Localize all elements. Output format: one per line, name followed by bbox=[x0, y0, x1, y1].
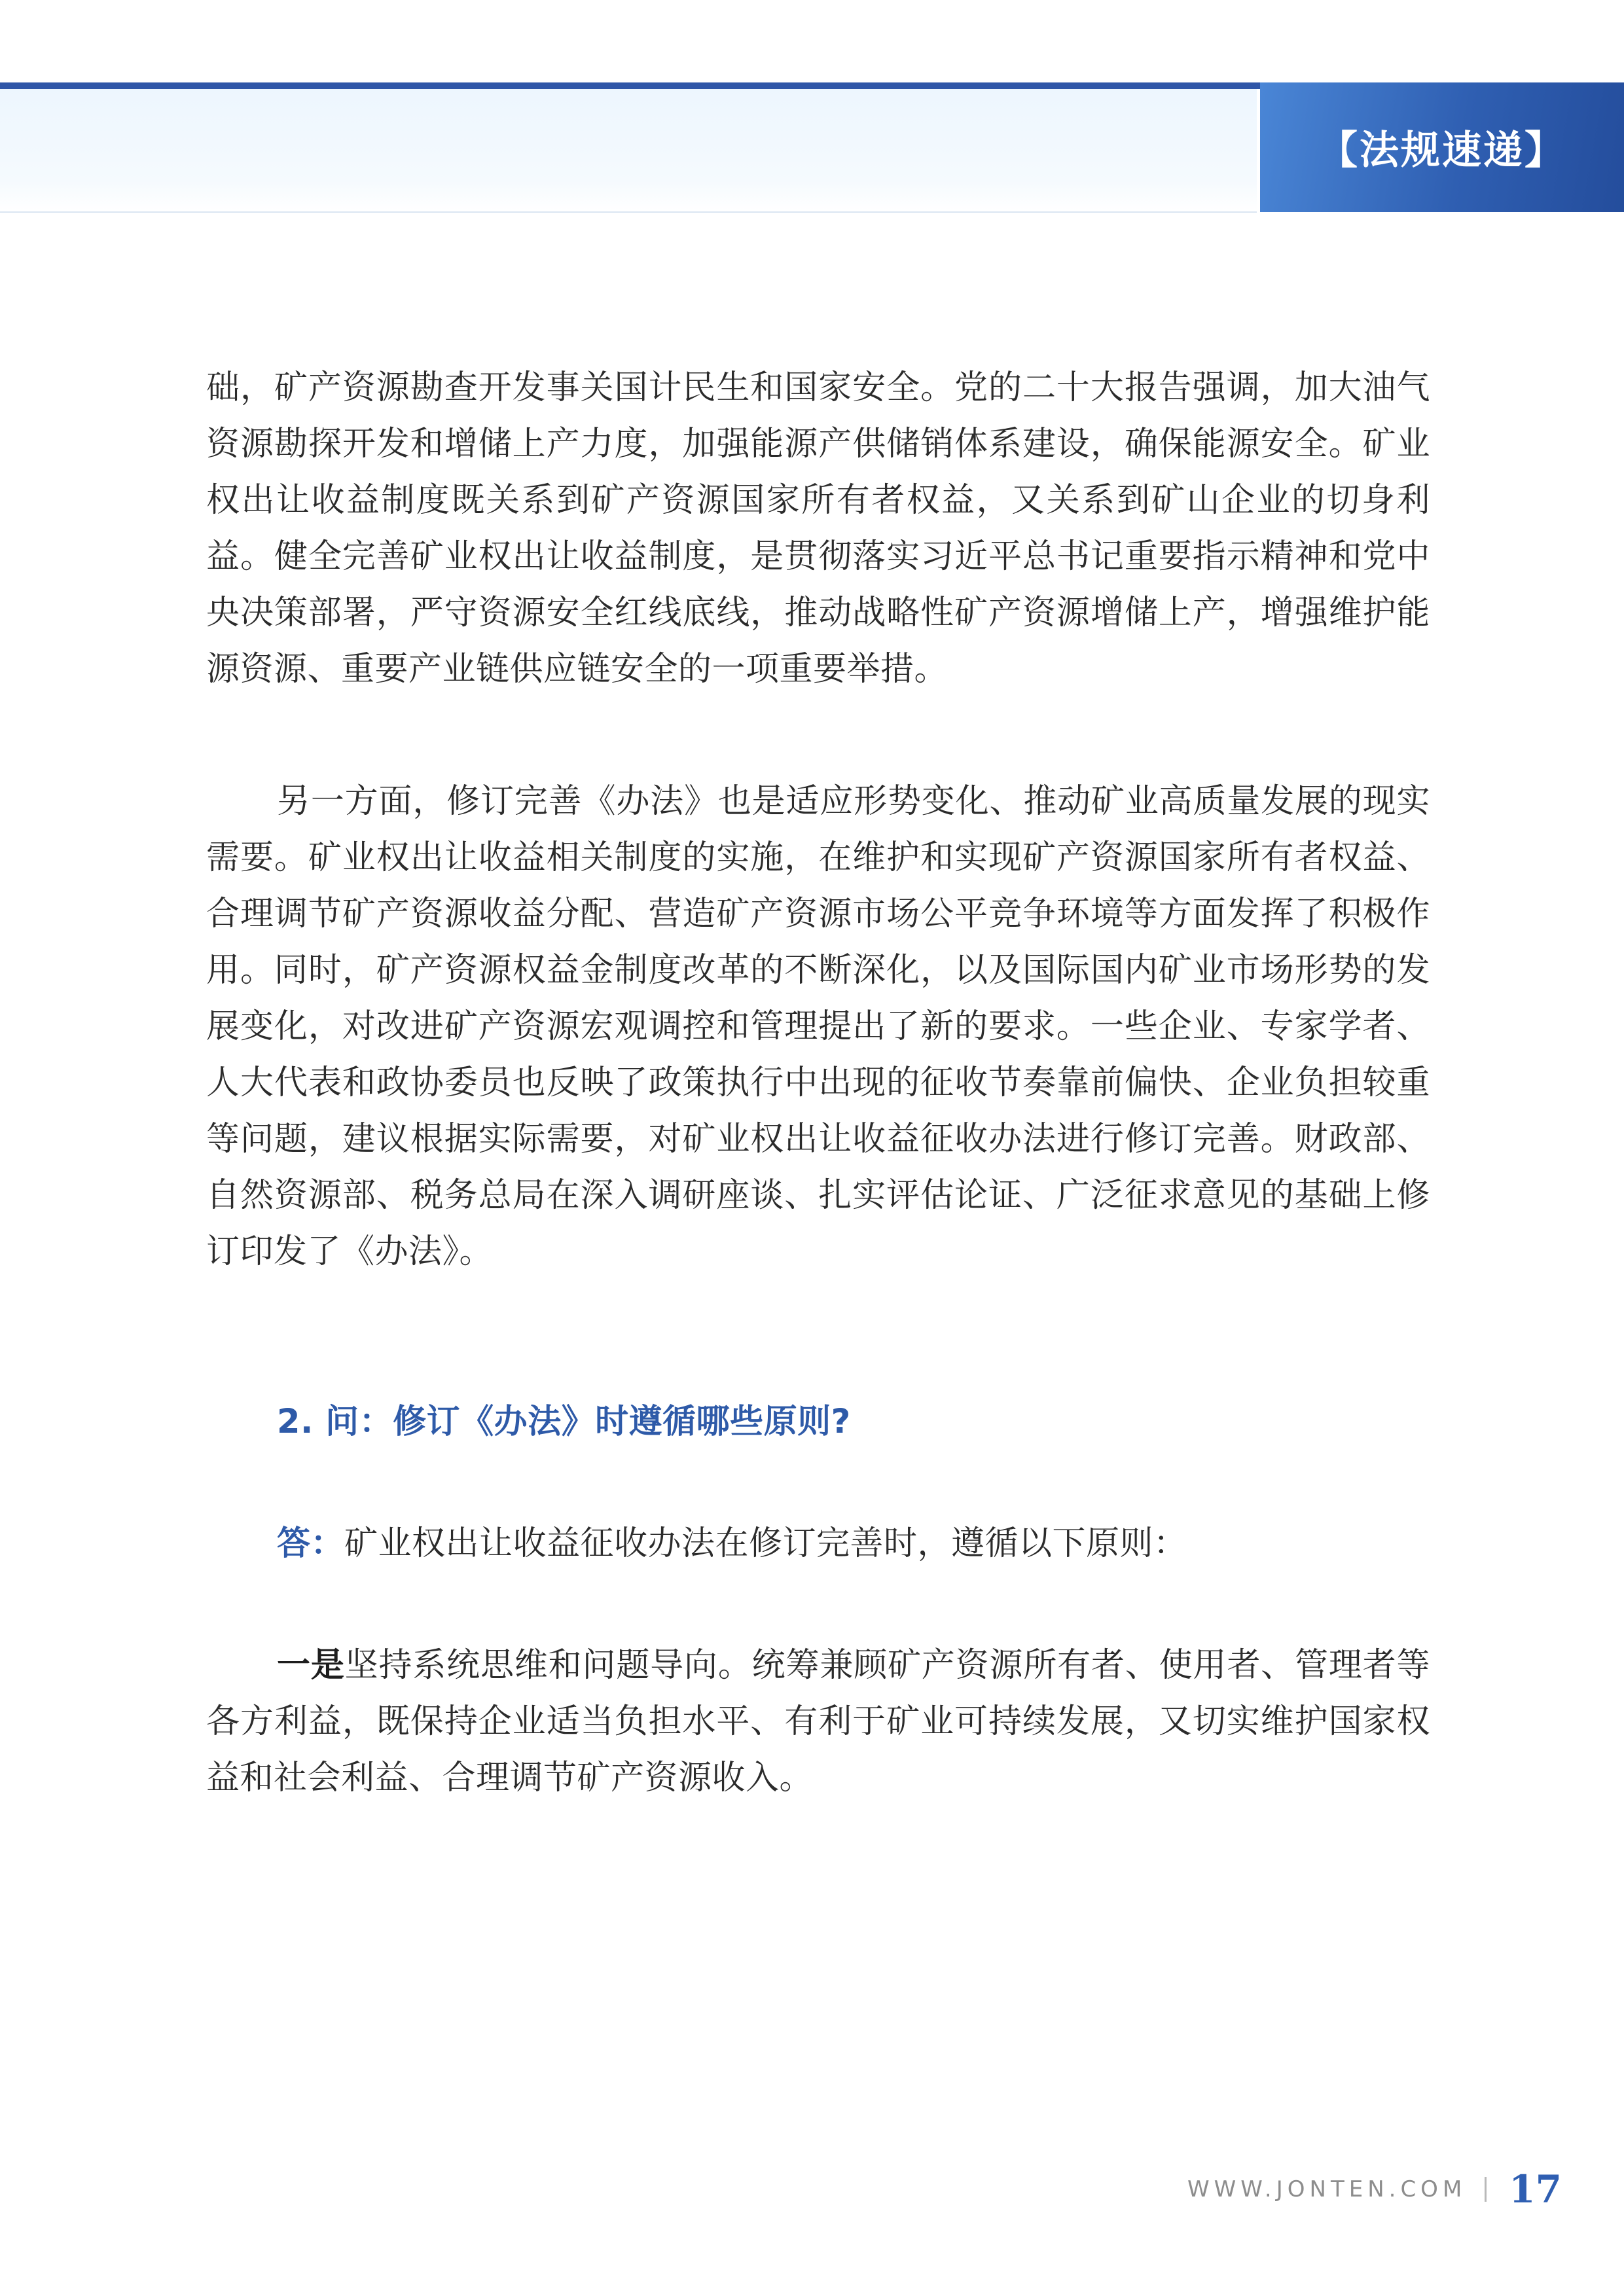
answer-paragraph bbox=[206, 1516, 1430, 1572]
page-footer bbox=[1187, 2163, 1562, 2215]
section-label: 【法规速递】 bbox=[1318, 128, 1566, 173]
footer-divider bbox=[1485, 2177, 1487, 2202]
point-1-label: 一是 bbox=[277, 1646, 345, 1685]
section-tab bbox=[1260, 82, 1624, 212]
article-body bbox=[206, 360, 1430, 1806]
website-url: WWW.JONTEN.COM bbox=[1187, 2176, 1467, 2202]
paragraph-1: 础，矿产资源勘查开发事关国计民生和国家安全。党的二十大报告强调，加大油气资源勘探开发和增储上产力度，加强能源产供储销体系建设，确保能源安全。矿业权出让收益制度既关系到矿产资源国家所有者权益，又关系到矿山企业的切身利益。健全完善矿业权出让收益制度，是贯彻落实习近平总书记重要指示精神和党中央决策部署，严守资源安全红线底线，推动战略性矿产资源增储上产，增强维护能源资源、重要产业链供应链安全的一项重要举措。 bbox=[206, 368, 1430, 689]
paragraph-2: 另一方面，修订完善《办法》也是适应形势变化、推动矿业高质量发展的现实需要。矿业权出让收益相关制度的实施，在维护和实现矿产资源国家所有者权益、合理调节矿产资源收益分配、营造矿产资源市场公平竞争环境等方面发挥了积极作用。同时，矿产资源权益金制度改革的不断深化，以及国际国内矿业市场形势的发展变化，对改进矿产资源宏观调控和管理提出了新的要求。一些企业、专家学者、人大代表和政协委员也反映了政策执行中出现的征收节奏靠前偏快、企业负担较重等问题，建议根据实际需要，对矿业权出让收益征收办法进行修订完善。财政部、自然资源部、税务总局在深入调研座谈、扎实评估论证、广泛征求意见的基础上修订印发了《办法》。 bbox=[206, 782, 1430, 1271]
answer-text: 矿业权出让收益征收办法在修订完善时，遵循以下原则： bbox=[344, 1524, 1187, 1563]
point-1-paragraph bbox=[206, 1638, 1430, 1806]
header-accent-line bbox=[0, 82, 1267, 89]
point-1-text: 坚持系统思维和问题导向。统筹兼顾矿产资源所有者、使用者、管理者等各方利益，既保持企业适当负担水平、有利于矿业可持续发展，又切实维护国家权益和社会利益、合理调节矿产资源收入。 bbox=[206, 1646, 1430, 1797]
page-number: 17 bbox=[1509, 2167, 1562, 2212]
question-heading: 2. 问：修订《办法》时遵循哪些原则? bbox=[277, 1403, 851, 1441]
answer-label: 答： bbox=[277, 1524, 345, 1563]
header-band bbox=[0, 89, 1257, 213]
